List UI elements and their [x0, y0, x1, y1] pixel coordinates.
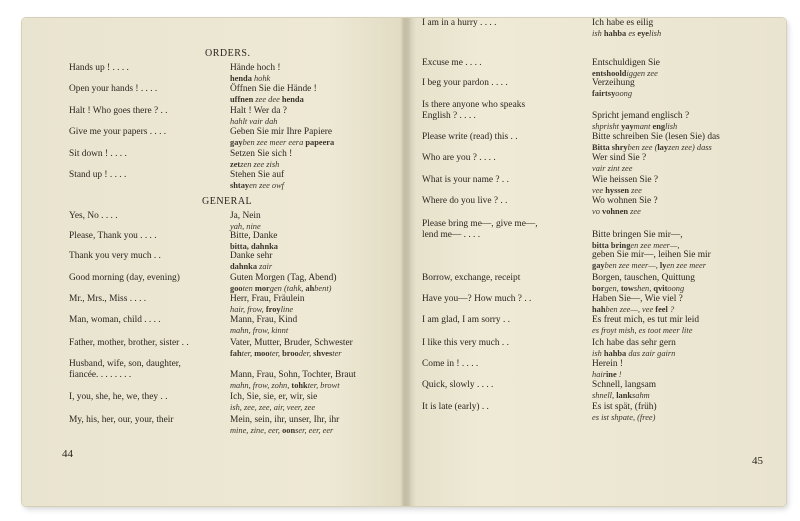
german-text: Spricht jemand englisch ?: [592, 111, 690, 121]
page-number-left: 44: [62, 448, 73, 460]
pronunciation: hahben zee—, vee feel ?: [592, 304, 675, 314]
german-text: Halt ! Wer da ?: [230, 106, 287, 116]
german-translation: [592, 58, 660, 78]
pronunciation: shprisht yaymant english: [592, 121, 678, 131]
english-phrase: Please bring me—, give me—,: [422, 219, 538, 229]
pronunciation: fairtsyoong: [592, 88, 633, 98]
german-text: Bitte, Danke: [230, 231, 278, 241]
german-translation: [592, 273, 695, 293]
orders-heading: ORDERS.: [205, 48, 251, 59]
pronunciation: ish, zee, zee, air, veer, zee: [230, 402, 316, 412]
english-phrase: Thank you very much . .: [69, 251, 161, 261]
english-phrase: Yes, No . . . .: [69, 211, 118, 221]
pronunciation: mahn, frow, zohn, tohkter, browt: [230, 380, 340, 390]
german-translation: [230, 84, 317, 104]
pronunciation: hairine !: [592, 369, 622, 379]
german-translation: [230, 273, 336, 293]
german-text: Herr, Frau, Fräulein: [230, 294, 305, 304]
german-text: Mann, Frau, Kind: [230, 315, 298, 325]
pronunciation: bitta bringen zee meer—,: [592, 240, 680, 250]
english-phrase: I, you, she, he, we, they . .: [69, 392, 168, 402]
english-phrase: Open your hands ! . . . .: [69, 84, 158, 94]
german-translation: [230, 127, 334, 147]
english-phrase: Hands up ! . . . .: [69, 63, 129, 73]
english-phrase: What is your name ? . .: [422, 175, 509, 185]
german-translation: [592, 338, 676, 358]
english-phrase: Sit down ! . . . .: [69, 149, 127, 159]
german-translation: [592, 230, 711, 270]
english-phrase-continued: English ? . . . .: [422, 111, 476, 121]
english-phrase: I like this very much . .: [422, 338, 509, 348]
german-text: Es ist spät, (früh): [592, 402, 657, 412]
german-translation: [230, 251, 272, 271]
general-heading: GENERAL: [202, 196, 253, 207]
pronunciation: vo vohnen zee: [592, 206, 641, 216]
german-text: Bitte bringen Sie mir—,: [592, 230, 683, 240]
german-translation: [592, 153, 646, 173]
pronunciation: zetzen zee zish: [230, 159, 280, 169]
english-phrase: Stand up ! . . . .: [69, 170, 127, 180]
german-translation: [230, 211, 261, 231]
pronunciation: mahn, frow, kinnt: [230, 325, 289, 335]
english-phrase: Give me your papers . . . .: [69, 127, 167, 137]
german-translation: [592, 132, 720, 152]
german-translation: [592, 359, 623, 379]
german-text: Guten Morgen (Tag, Abend): [230, 273, 337, 283]
german-translation: [592, 294, 683, 314]
german-text: Danke sehr: [230, 251, 273, 261]
german-translation: [592, 402, 657, 422]
english-phrase: Excuse me . . . .: [422, 58, 482, 68]
right-page: [414, 18, 786, 506]
english-phrase: Good morning (day, evening): [69, 273, 180, 283]
english-phrase: I am glad, I am sorry . .: [422, 315, 510, 325]
pronunciation: vee hyssen zee: [592, 185, 642, 195]
german-translation: [230, 370, 356, 390]
german-text: Herein !: [592, 359, 623, 369]
english-phrase: I beg your pardon . . . .: [422, 78, 508, 88]
german-text: Wer sind Sie ?: [592, 153, 647, 163]
german-translation: [230, 63, 281, 83]
english-phrase: Halt ! Who goes there ? . .: [69, 106, 168, 116]
pronunciation: dahnka zair: [230, 261, 273, 271]
english-phrase-continued: fiancée. . . . . . . .: [69, 370, 132, 380]
pronunciation: gooten morgen (tahk, ahbent): [230, 283, 332, 293]
german-text: Es freut mich, es tut mir leid: [592, 315, 700, 325]
english-phrase: Quick, slowly . . . .: [422, 380, 494, 390]
german-text: Ich habe das sehr gern: [592, 338, 676, 348]
pronunciation: vair zint zee: [592, 163, 633, 173]
german-text: Vater, Mutter, Bruder, Schwester: [230, 338, 353, 348]
german-translation: [230, 170, 284, 190]
english-phrase: My, his, her, our, your, their: [69, 415, 174, 425]
pronunciation: hair, frow, froyline: [230, 304, 294, 314]
german-translation: [230, 392, 317, 412]
pronunciation: shnell, lanksahm: [592, 390, 650, 400]
page-number-right: 45: [752, 455, 763, 467]
pronunciation: es ist shpate, (free): [592, 412, 656, 422]
german-text: Geben Sie mir Ihre Papiere: [230, 127, 333, 137]
german-translation: [230, 315, 297, 335]
german-text: Mein, sein, ihr, unser, Ihr, ihr: [230, 415, 340, 425]
english-phrase: Father, mother, brother, sister . .: [69, 338, 189, 348]
pronunciation-continued: gayben zee meer—, lyen zee meer: [592, 260, 706, 270]
left-page: [22, 18, 402, 506]
english-phrase: Who are you ? . . . .: [422, 153, 496, 163]
german-translation: [592, 175, 658, 195]
german-translation: [230, 106, 287, 126]
german-translation: [592, 18, 661, 38]
pronunciation: borgen, towshen, qvitoong: [592, 283, 685, 293]
german-text: Stehen Sie auf: [230, 170, 285, 180]
pronunciation: uffnen zee dee henda: [230, 94, 304, 104]
english-phrase: Where do you live ? . .: [422, 196, 508, 206]
german-text: Wie heissen Sie ?: [592, 175, 659, 185]
pronunciation: fahter, mooter, brooder, shvester: [230, 348, 342, 358]
german-text: Bitte schreiben Sie (lesen Sie) das: [592, 132, 720, 142]
english-phrase: Is there anyone who speaks: [422, 100, 526, 110]
english-phrase: Mr., Mrs., Miss . . . .: [69, 294, 147, 304]
pronunciation: entshooldiggen zee: [592, 68, 658, 78]
german-text: Setzen Sie sich !: [230, 149, 293, 159]
german-text: Ja, Nein: [230, 211, 261, 221]
english-phrase-continued: lend me— . . . .: [422, 230, 481, 240]
german-translation: [230, 415, 339, 435]
english-phrase: Man, woman, child . . . .: [69, 315, 161, 325]
booklet: [22, 18, 786, 506]
german-text: Schnell, langsam: [592, 380, 657, 390]
english-phrase: Husband, wife, son, daughter,: [69, 359, 181, 369]
pronunciation: mine, zine, eer, oonser, eer, eer: [230, 425, 334, 435]
english-phrase: Please, Thank you . . . .: [69, 231, 157, 241]
german-translation: [230, 338, 353, 358]
german-text: Wo wohnen Sie ?: [592, 196, 658, 206]
german-text: Borgen, tauschen, Quittung: [592, 273, 695, 283]
german-translation: [592, 315, 699, 335]
german-translation: [230, 231, 278, 251]
german-text-continued: geben Sie mir—, leihen Sie mir: [592, 250, 711, 260]
pronunciation: ish hahba das zair gairn: [592, 348, 676, 358]
pronunciation: Bitta shryben zee (layzen zee) dass: [592, 142, 712, 152]
pronunciation: es froyt mish, es toot meer lite: [592, 325, 693, 335]
english-phrase: I am in a hurry . . . .: [422, 18, 497, 28]
pronunciation: hahlt vair dah: [230, 116, 278, 126]
pronunciation: henda hohk: [230, 73, 271, 83]
pronunciation: yah, nine: [230, 221, 261, 231]
english-phrase: Come in ! . . . .: [422, 359, 479, 369]
german-text: Hände hoch !: [230, 63, 281, 73]
german-text: Verzeihung: [592, 78, 635, 88]
german-translation: [592, 78, 635, 98]
german-text: Haben Sie—, Wie viel ?: [592, 294, 683, 304]
german-text: Öffnen Sie die Hände !: [230, 84, 317, 94]
pronunciation: gayben zee meer eera papeera: [230, 137, 335, 147]
pronunciation: shtayen zee owf: [230, 180, 284, 190]
english-phrase: It is late (early) . .: [422, 402, 489, 412]
german-translation: [592, 380, 656, 400]
pronunciation: bitta, dahnka: [230, 241, 278, 251]
german-text: Ich habe es eilig: [592, 18, 654, 28]
german-text: Entschuldigen Sie: [592, 58, 660, 68]
german-text: Mann, Frau, Sohn, Tochter, Braut: [230, 370, 356, 380]
english-phrase: Have you—? How much ? . .: [422, 294, 532, 304]
english-phrase: Borrow, exchange, receipt: [422, 273, 521, 283]
german-translation: [230, 149, 292, 169]
german-translation: [592, 196, 658, 216]
german-translation: [592, 111, 689, 131]
english-phrase: Please write (read) this . .: [422, 132, 518, 142]
german-translation: [230, 294, 305, 314]
german-text: Ich, Sie, sie, er, wir, sie: [230, 392, 318, 402]
pronunciation: ish hahba es eyelish: [592, 28, 662, 38]
